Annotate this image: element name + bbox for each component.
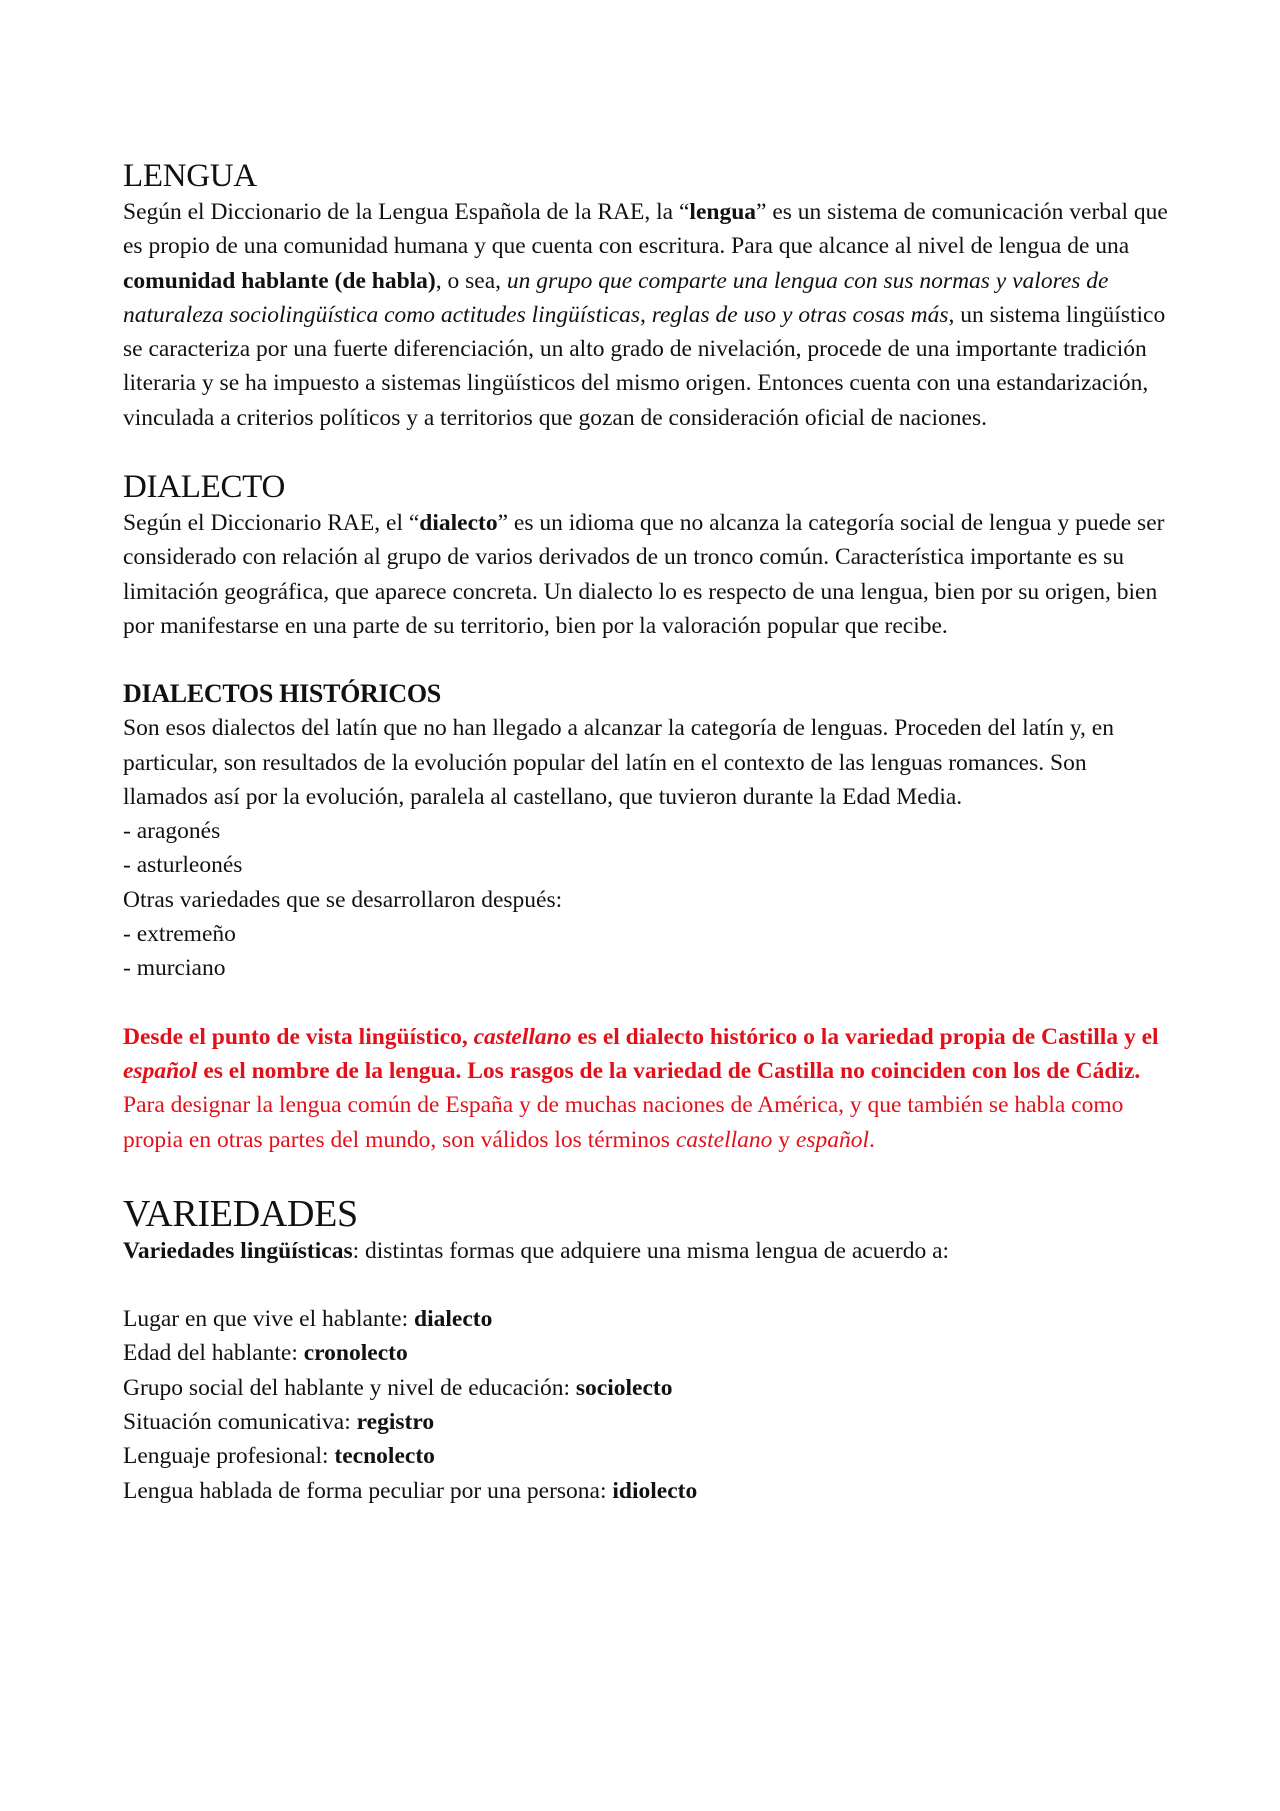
nota-bold-text-2: es el dialecto histórico o la variedad propia de Castilla y el [571,1023,1159,1050]
list-item [123,1405,1173,1439]
section-title-dialectos-historicos: DIALECTOS HISTÓRICOS [123,679,441,709]
nota-text-end: . [869,1126,875,1153]
lengua-italic-definition: un grupo que comparte una lengua con sus normas y valores de naturaleza sociolingüística como actitudes lingüísticas, reglas de uso y otras cosas más [123,267,1109,328]
variedades-list [123,1302,1173,1508]
list-item-label: Situación comunicativa: [123,1409,357,1436]
lengua-text-4: , un sistema lingüístico se caracteriza por una fuerte diferenciación, un alto grado de nivelación, procede de una importante tradición literaria y se ha impuesto a sistemas lingüísticos del mismo origen. Entonces cuenta con una estandarización, vinculada a criterios políticos y a territorios que gozan de consideración oficial de naciones. [123,301,1166,431]
section-title-variedades: VARIEDADES [123,1192,358,1235]
list-item [123,1439,1173,1473]
lengua-comunidad-term: comunidad hablante (de habla) [123,267,436,294]
nota-castellano-term: castellano [473,1023,572,1050]
list-item [123,1371,1173,1405]
nota-text-y: y [772,1126,796,1153]
nota-castellano-italic: castellano [675,1126,773,1153]
dialecto-text-1: Según el Diccionario RAE, el “ [123,510,420,537]
list-item-label: Lengua hablada de forma peculiar por una persona: [123,1477,613,1504]
list-item-term: tecnolecto [334,1443,435,1470]
list-item: - asturleonés [123,852,243,879]
list-item-term: cronolecto [303,1340,408,1367]
list-item: - murciano [123,955,226,982]
lengua-text-1: Según el Diccionario de la Lengua Española de la RAE, la “ [123,199,690,225]
list-item-term: dialecto [414,1306,493,1333]
list-item [123,1474,1173,1508]
historicos-otras: Otras variedades que se desarrollaron después: [123,886,563,913]
nota-espanol-term: español [123,1057,198,1084]
section-lengua [123,156,1173,435]
lengua-text-2: ” es un sistema de comunicación verbal que es propio de una comunidad humana y que cuenta con escritura. Para que alcance al nivel de lengua de una [123,199,1168,260]
section-nota-castellano [123,1020,1173,1157]
lengua-term: lengua [689,199,757,225]
nota-bold-text-3: es el nombre de la lengua. Los rasgos de la variedad de Castilla no coinciden con los de Cádiz. [197,1057,1141,1084]
list-item [123,1302,1173,1336]
lengua-text-3: , o sea, [435,267,507,294]
dialecto-paragraph [123,506,1173,643]
nota-paragraph [123,1088,1173,1157]
nota-text-1: Para designar la lengua común de España y de muchas naciones de América, y que también se habla como propia en otras partes del mundo, son válidos los términos [123,1092,1124,1153]
historicos-list-1 [123,814,1173,883]
list-item: - aragonés [123,818,221,845]
nota-bold-text-1: Desde el punto de vista lingüístico, [123,1023,474,1050]
list-item-label: Edad del hablante: [123,1340,304,1367]
list-item [123,1336,1173,1370]
list-item-label: Lenguaje profesional: [123,1443,335,1470]
section-dialectos-historicos [123,677,1173,985]
list-item-label: Lugar en que vive el hablante: [123,1306,415,1333]
list-item-term: sociolecto [575,1374,673,1401]
section-title-lengua: LENGUA [123,158,257,194]
list-item-term: idiolecto [612,1477,698,1504]
variedades-definition-text: : distintas formas que adquiere una misma lengua de acuerdo a: [352,1237,950,1264]
lengua-paragraph [123,195,1173,435]
document-page [123,150,1173,1508]
historicos-intro: Son esos dialectos del latín que no han llegado a alcanzar la categoría de lenguas. Proceden del latín y, en particular, son resultados de la evolución popular del latín en el contexto de las lenguas romances. Son llamados así por la evolución, paralela al castellano, que tuvieron durante la Edad Media. [123,715,1114,810]
dialecto-term: dialecto [419,510,498,537]
historicos-list-2 [123,917,1173,986]
list-item: - extremeño [123,921,236,948]
dialecto-text-2: ” es un idioma que no alcanza la categoría social de lengua y puede ser considerado con relación al grupo de varios derivados de un tronco común. Característica importante es su limitación geográfica, que aparece concreta. Un dialecto lo es respecto de una lengua, bien por su origen, bien por manifestarse en una parte de su territorio, bien por la valoración popular que recibe. [123,510,1165,639]
section-dialecto [123,467,1173,643]
section-variedades [123,1191,1173,1508]
variedades-term: Variedades lingüísticas [123,1237,353,1264]
list-item-label: Grupo social del hablante y nivel de educación: [123,1374,576,1401]
nota-espanol-italic: español [795,1126,870,1153]
nota-bold-paragraph [123,1020,1173,1089]
list-item-term: registro [356,1409,435,1436]
section-title-dialecto: DIALECTO [123,469,285,506]
variedades-definition [123,1234,1173,1268]
